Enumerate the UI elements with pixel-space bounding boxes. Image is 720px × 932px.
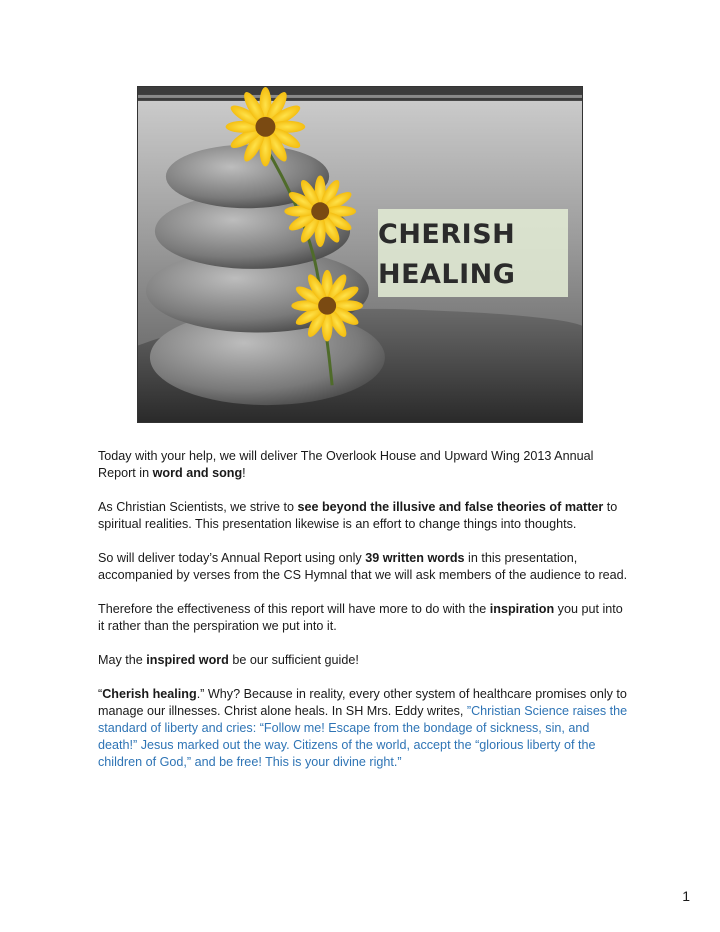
notes-text: to spiritual realities. This presentation likewise is an effort to change things into thoughts. bbox=[98, 500, 618, 531]
notes-bold-text: inspired word bbox=[146, 653, 229, 667]
notes-paragraph-4 bbox=[98, 601, 628, 635]
slide-title-line-1: CHERISH bbox=[378, 219, 516, 250]
notes-bold-text: Cherish healing bbox=[102, 687, 197, 701]
notes-text: As Christian Scientists, we strive to bbox=[98, 500, 298, 514]
notes-bold-text: see beyond the illusive and false theories of matter bbox=[297, 500, 604, 514]
notes-text: ! bbox=[242, 466, 246, 480]
notes-text: in this presentation, accompanied by verses from the CS Hymnal that we will ask members of the audience to read. bbox=[98, 551, 628, 582]
notes-text: you put into it rather than the perspiration we put into it. bbox=[98, 602, 623, 633]
notes-text: Therefore the effectiveness of this report will have more to do with the bbox=[98, 602, 490, 616]
notes-text: Today with your help, we will deliver The Overlook House and Upward Wing 2013 Annual Report in bbox=[98, 449, 594, 480]
slide-title-box bbox=[378, 209, 568, 297]
notes-text: be our sufficient guide! bbox=[228, 653, 359, 667]
notes-paragraph-5 bbox=[98, 652, 628, 669]
notes-paragraph-3 bbox=[98, 550, 628, 584]
page-number: 1 bbox=[682, 888, 690, 904]
notes-text: May the bbox=[98, 653, 147, 667]
science-and-health-quote: ”Christian Science raises the standard of liberty and cries: “Follow me! Escape from the bondage of sickness, sin, and death!” Jesus marked out the way. Citizens of the world, accept the “glorious liberty of the children of God,” and be free! This is your divine right.” bbox=[98, 704, 628, 769]
notes-paragraph-6 bbox=[98, 686, 628, 771]
notes-bold-text: word and song bbox=[152, 466, 243, 480]
notes-paragraph-2 bbox=[98, 499, 628, 533]
slide-title-line-2: HEALING bbox=[378, 259, 516, 290]
speaker-notes bbox=[98, 448, 628, 788]
notes-text: “ bbox=[98, 687, 103, 701]
notes-bold-text: inspiration bbox=[489, 602, 555, 616]
notes-bold-text: 39 written words bbox=[365, 551, 465, 565]
notes-text: .” Why? Because in reality, every other system of healthcare promises only to manage our illnesses. Christ alone heals. In SH Mrs. Eddy writes, bbox=[98, 687, 627, 718]
slide-thumbnail bbox=[137, 86, 583, 423]
notes-text: So will deliver today’s Annual Report using only bbox=[98, 551, 366, 565]
notes-paragraph-1 bbox=[98, 448, 628, 482]
